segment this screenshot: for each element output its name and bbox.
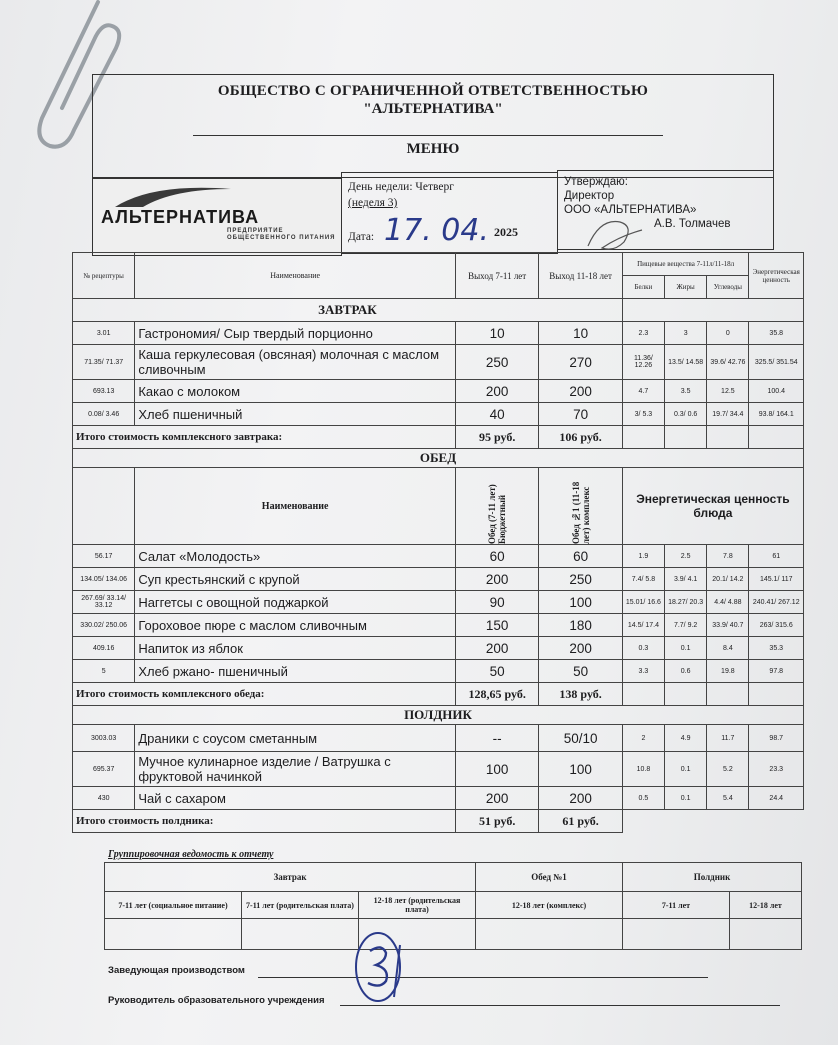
energy: 240.41/ 267.12 (749, 591, 804, 614)
carbs: 20.1/ 14.2 (707, 568, 749, 591)
fat: 3 (665, 322, 707, 345)
recipe-code: 134.05/ 134.06 (73, 568, 135, 591)
dish-name: Гастрономия/ Сыр твердый порционно (135, 322, 456, 345)
col-carbs: Углеводы (707, 276, 749, 299)
divider (193, 135, 663, 136)
portion-11-18: 70 (539, 403, 622, 426)
section-title: ЗАВТРАК (73, 299, 623, 322)
energy: 24.4 (749, 787, 804, 810)
portion-7-11: 200 (455, 568, 538, 591)
empty-cell (730, 919, 802, 950)
fat: 7.7/ 9.2 (665, 614, 707, 637)
manager-label: Заведующая производством (108, 965, 245, 976)
total-7-11: 95 руб. (455, 426, 538, 449)
recipe-code: 56.17 (73, 545, 135, 568)
fat: 3.9/ 4.1 (665, 568, 707, 591)
empty-cell (105, 919, 242, 950)
carbs: 4.4/ 4.88 (707, 591, 749, 614)
portion-11-18: 60 (539, 545, 622, 568)
approval-line1: Утверждаю: (564, 176, 628, 188)
year: 2025 (494, 225, 518, 239)
group-b3: 12-18 лет (родительская плата) (359, 892, 476, 919)
col-out2: Выход 11-18 лет (539, 253, 622, 299)
handwritten-date: 17. 04. (384, 213, 489, 248)
energy: 100.4 (749, 380, 804, 403)
total-label: Итого стоимость комплексного завтрака: (73, 426, 456, 449)
carbs: 0 (707, 322, 749, 345)
table-row (73, 545, 804, 568)
portion-11-18: 100 (539, 752, 622, 787)
dish-name: Драники с соусом сметанным (135, 725, 456, 752)
carbs: 11.7 (707, 725, 749, 752)
carbs: 7.8 (707, 545, 749, 568)
empty-cell (665, 426, 707, 449)
table-row (73, 752, 804, 787)
portion-7-11: 200 (455, 637, 538, 660)
approval-line2: Директор (564, 190, 615, 202)
fat: 13.5/ 14.58 (665, 345, 707, 380)
recipe-code: 5 (73, 660, 135, 683)
energy: 35.8 (749, 322, 804, 345)
portion-11-18: 180 (539, 614, 622, 637)
fat: 18.27/ 20.3 (665, 591, 707, 614)
director-name: А.В. Толмачев (654, 218, 731, 230)
org-name-line2: "АЛЬТЕРНАТИВА" (363, 101, 503, 117)
recipe-code: 0.08/ 3.46 (73, 403, 135, 426)
dish-name: Салат «Молодость» (135, 545, 456, 568)
director-signature-line (340, 1005, 780, 1006)
fat: 0.1 (665, 787, 707, 810)
fat: 4.9 (665, 725, 707, 752)
table-row (73, 614, 804, 637)
empty-cell (749, 683, 804, 706)
dish-name: Мучное кулинарное изделие / Ватрушка с фруктовой начинкой (135, 752, 456, 787)
carbs: 19.7/ 34.4 (707, 403, 749, 426)
section-title: ПОЛДНИК (73, 706, 804, 725)
handwritten-mark-icon (348, 925, 418, 1005)
dish-name: Гороховое пюре с маслом сливочным (135, 614, 456, 637)
col-recipe: № рецептуры (73, 253, 135, 299)
table-row (73, 322, 804, 345)
day-info-box (341, 172, 558, 254)
portion-7-11: 150 (455, 614, 538, 637)
director-label: Руководитель образовательного учреждения (108, 995, 325, 1006)
table-row (73, 380, 804, 403)
table-row (73, 591, 804, 614)
recipe-code: 267.69/ 33.14/ 33.12 (73, 591, 135, 614)
portion-7-11: 10 (455, 322, 538, 345)
portion-11-18: 50 (539, 660, 622, 683)
table-row (73, 637, 804, 660)
approval-line3: ООО «АЛЬТЕРНАТИВА» (564, 204, 697, 216)
group-subheader-row (105, 892, 802, 919)
table-row (73, 787, 804, 810)
recipe-code: 409.16 (73, 637, 135, 660)
date-label: Дата: (348, 231, 375, 243)
energy: 98.7 (749, 725, 804, 752)
recipe-code: 693.13 (73, 380, 135, 403)
energy: 145.1/ 117 (749, 568, 804, 591)
energy: 35.3 (749, 637, 804, 660)
portion-7-11: 100 (455, 752, 538, 787)
weekday-label: День недели: Четверг (348, 181, 454, 193)
header-box (92, 74, 774, 178)
total-label: Итого стоимость полдника: (73, 810, 456, 833)
logo-subtitle: ПРЕДПРИЯТИЕ ОБЩЕСТВЕННОГО ПИТАНИЯ (227, 228, 336, 241)
protein: 14.5/ 17.4 (622, 614, 664, 637)
logo-swoosh-icon (113, 183, 233, 209)
menu-table (72, 252, 804, 833)
table-row (73, 345, 804, 380)
total-7-11: 51 руб. (455, 810, 538, 833)
snack-section (73, 706, 804, 725)
protein: 11.36/ 12.26 (622, 345, 664, 380)
empty-cell (622, 683, 664, 706)
empty-cell (665, 683, 707, 706)
section-title: ОБЕД (73, 449, 804, 468)
fat: 3.5 (665, 380, 707, 403)
lunch-col2-cell (539, 468, 622, 545)
empty-cell (622, 299, 803, 322)
table-row (73, 568, 804, 591)
energy: 23.3 (749, 752, 804, 787)
protein: 7.4/ 5.8 (622, 568, 664, 591)
protein: 0.3 (622, 637, 664, 660)
recipe-code: 330.02/ 250.06 (73, 614, 135, 637)
col-protein: Белки (622, 276, 664, 299)
portion-11-18: 200 (539, 787, 622, 810)
portion-7-11: 40 (455, 403, 538, 426)
carbs: 33.9/ 40.7 (707, 614, 749, 637)
group-report-table (104, 862, 802, 950)
logo-wordmark: АЛЬТЕРНАТИВА (101, 207, 260, 227)
portion-7-11: 60 (455, 545, 538, 568)
lunch-col1-cell (455, 468, 538, 545)
recipe-code: 3.01 (73, 322, 135, 345)
empty-cell (707, 426, 749, 449)
portion-7-11: 90 (455, 591, 538, 614)
signature-icon (580, 212, 650, 256)
company-logo (92, 178, 342, 256)
breakfast-total-row (73, 426, 804, 449)
carbs: 19.8 (707, 660, 749, 683)
fat: 0.3/ 0.6 (665, 403, 707, 426)
portion-7-11: 200 (455, 787, 538, 810)
portion-11-18: 270 (539, 345, 622, 380)
total-11-18: 61 руб. (539, 810, 622, 833)
col-name: Наименование (135, 253, 456, 299)
empty-cell (476, 919, 623, 950)
portion-7-11: 200 (455, 380, 538, 403)
energy: 97.8 (749, 660, 804, 683)
energy: 61 (749, 545, 804, 568)
lunch-name-header: Наименование (135, 468, 456, 545)
group-lunch: Обед №1 (476, 863, 623, 892)
protein: 3/ 5.3 (622, 403, 664, 426)
fat: 0.1 (665, 637, 707, 660)
portion-11-18: 50/10 (539, 725, 622, 752)
total-11-18: 106 руб. (539, 426, 622, 449)
group-l1: 12-18 лет (комплекс) (476, 892, 623, 919)
group-s1: 7-11 лет (623, 892, 730, 919)
protein: 10.8 (622, 752, 664, 787)
dish-name: Суп крестьянский с крупой (135, 568, 456, 591)
portion-7-11: 250 (455, 345, 538, 380)
lunch-header-row (73, 468, 804, 545)
empty-cell (623, 919, 730, 950)
lunch-total-row (73, 683, 804, 706)
table-row (73, 660, 804, 683)
fat: 0.6 (665, 660, 707, 683)
dish-name: Чай с сахаром (135, 787, 456, 810)
manager-signature-line (258, 977, 708, 978)
group-breakfast: Завтрак (105, 863, 476, 892)
empty-cell (242, 919, 359, 950)
protein: 1.9 (622, 545, 664, 568)
week-number: (неделя 3) (348, 197, 398, 209)
fat: 2.5 (665, 545, 707, 568)
carbs: 39.6/ 42.76 (707, 345, 749, 380)
empty-cell (749, 426, 804, 449)
table-header-row (73, 253, 804, 276)
recipe-code: 3003.03 (73, 725, 135, 752)
lunch-energy-header: Энергетическая ценность блюда (622, 468, 803, 545)
protein: 15.01/ 16.6 (622, 591, 664, 614)
lunch-col2-header: Обед №1 (11-18 лет) комплекс (570, 481, 591, 544)
portion-7-11: -- (455, 725, 538, 752)
protein: 3.3 (622, 660, 664, 683)
energy: 93.8/ 164.1 (749, 403, 804, 426)
portion-7-11: 50 (455, 660, 538, 683)
portion-11-18: 100 (539, 591, 622, 614)
dish-name: Какао с молоком (135, 380, 456, 403)
energy: 263/ 315.6 (749, 614, 804, 637)
carbs: 12.5 (707, 380, 749, 403)
lunch-col1-header: Обед (7-11 лет) Бюджетный (487, 484, 508, 544)
protein: 2.3 (622, 322, 664, 345)
group-b1: 7-11 лет (социальное питание) (105, 892, 242, 919)
protein: 2 (622, 725, 664, 752)
group-snack: Полдник (623, 863, 802, 892)
empty-cell (707, 683, 749, 706)
protein: 0.5 (622, 787, 664, 810)
carbs: 5.4 (707, 787, 749, 810)
menu-title: МЕНЮ (406, 141, 460, 157)
table-row (73, 725, 804, 752)
col-fat: Жиры (665, 276, 707, 299)
dish-name: Напиток из яблок (135, 637, 456, 660)
lunch-section (73, 449, 804, 468)
total-11-18: 138 руб. (539, 683, 622, 706)
portion-11-18: 200 (539, 380, 622, 403)
snack-total-row (73, 810, 804, 833)
recipe-code: 430 (73, 787, 135, 810)
group-b2: 7-11 лет (родительская плата) (242, 892, 359, 919)
total-label: Итого стоимость комплексного обеда: (73, 683, 456, 706)
carbs: 8.4 (707, 637, 749, 660)
carbs: 5.2 (707, 752, 749, 787)
portion-11-18: 10 (539, 322, 622, 345)
empty-cell (73, 468, 135, 545)
protein: 4.7 (622, 380, 664, 403)
dish-name: Каша геркулесовая (овсяная) молочная с маслом сливочным (135, 345, 456, 380)
recipe-code: 71.35/ 71.37 (73, 345, 135, 380)
breakfast-section (73, 299, 804, 322)
col-nutrients: Пищевые вещества 7-11л/11-18л (622, 253, 749, 276)
empty-cell (622, 426, 664, 449)
empty-cell (622, 810, 803, 833)
col-out1: Выход 7-11 лет (455, 253, 538, 299)
col-energy: Энергетическая ценность (749, 253, 804, 299)
dish-name: Наггетсы с овощной поджаркой (135, 591, 456, 614)
group-report-title: Группировочная ведомость к отчету (108, 849, 274, 860)
dish-name: Хлеб ржано- пшеничный (135, 660, 456, 683)
energy: 325.5/ 351.54 (749, 345, 804, 380)
group-header-row (105, 863, 802, 892)
table-row (73, 403, 804, 426)
recipe-code: 695.37 (73, 752, 135, 787)
portion-11-18: 250 (539, 568, 622, 591)
portion-11-18: 200 (539, 637, 622, 660)
fat: 0.1 (665, 752, 707, 787)
org-name-line1: ОБЩЕСТВО С ОГРАНИЧЕННОЙ ОТВЕТСТВЕННОСТЬЮ (217, 83, 649, 99)
dish-name: Хлеб пшеничный (135, 403, 456, 426)
group-s2: 12-18 лет (730, 892, 802, 919)
total-7-11: 128,65 руб. (455, 683, 538, 706)
group-value-row (105, 919, 802, 950)
